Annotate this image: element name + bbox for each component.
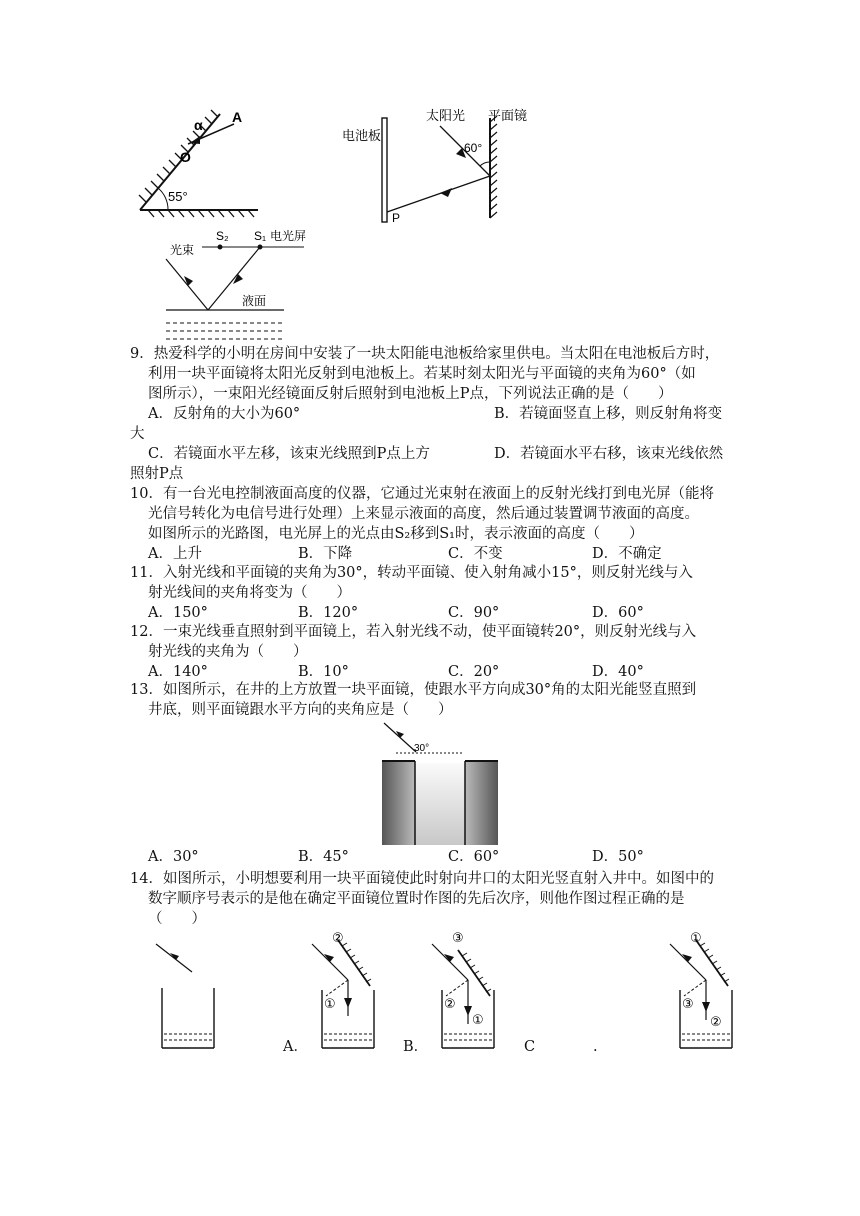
label-55-degree: 55° bbox=[168, 189, 188, 204]
q14-figure-b bbox=[428, 924, 508, 1052]
q13-text-line: 13．如图所示，在井的上方放置一块平面镜，使跟水平方向成30°角的太阳光能竖直照到 bbox=[130, 682, 697, 698]
label-light-beam: 光束 bbox=[170, 243, 195, 257]
question-10 bbox=[130, 484, 740, 564]
q9-option-d[interactable]: D．若镜面水平右移，该束光线依然 bbox=[494, 446, 724, 462]
label-battery-panel: 电池板 bbox=[342, 128, 382, 143]
q11-option-d[interactable]: D．60° bbox=[592, 605, 644, 621]
q13-option-c[interactable]: C．60° bbox=[448, 849, 500, 865]
number-2-down: ② bbox=[710, 1014, 722, 1029]
label-s2: S₂ bbox=[216, 229, 229, 243]
q9-text-line: 利用一块平面镜将太阳光反射到电池板上。若某时刻太阳光与平面镜的夹角为60°（如 bbox=[148, 366, 696, 382]
question-13-options bbox=[130, 847, 740, 867]
number-2-top: ② bbox=[332, 930, 344, 945]
q10-text-line: 光信号转化为电信号进行处理）上来显示液面的高度，然后通过装置调节液面的高度。 bbox=[148, 506, 699, 522]
q12-option-c[interactable]: C．20° bbox=[448, 664, 500, 680]
q13-option-a[interactable]: A．30° bbox=[148, 849, 199, 865]
q9-option-a[interactable]: A．反射角的大小为60° bbox=[148, 406, 301, 422]
q14-option-a-label[interactable]: A． bbox=[283, 1039, 308, 1055]
label-point-p: P bbox=[392, 211, 401, 225]
q12-text-line: 射光线的夹角为（ ） bbox=[148, 644, 308, 660]
q11-option-c[interactable]: C．90° bbox=[448, 605, 500, 621]
q14-text-line: 数字顺序号表示的是他在确定平面镜位置时作图的先后次序，则他作图过程正确的是 bbox=[148, 891, 685, 907]
question-14 bbox=[130, 869, 740, 929]
q11-option-a[interactable]: A．150° bbox=[148, 605, 208, 621]
number-3-left: ③ bbox=[682, 996, 694, 1011]
q9-text-line: 图所示），一束阳光经镜面反射后照射到电池板上P点，下列说法正确的是（ ） bbox=[148, 386, 673, 402]
q12-text-line: 12．一束光线垂直照射到平面镜上，若入射光线不动，使平面镜转20°，则反射光线与入 bbox=[130, 624, 697, 640]
label-plane-mirror: 平面镜 bbox=[488, 108, 528, 123]
q11-text-line: 射光线间的夹角将变为（ ） bbox=[148, 585, 351, 601]
q10-text-line: 10．有一台光电控制液面高度的仪器，它通过光束射在液面上的反射光线打到电光屏（能将 bbox=[130, 486, 714, 502]
label-liquid-surface: 液面 bbox=[242, 294, 267, 308]
number-1-down: ① bbox=[472, 1012, 484, 1027]
well-figure bbox=[376, 718, 506, 848]
label-o: O bbox=[180, 149, 191, 165]
q11-option-b[interactable]: B．120° bbox=[298, 605, 359, 621]
q13-option-b[interactable]: B．45° bbox=[298, 849, 349, 865]
q13-option-d[interactable]: D．50° bbox=[592, 849, 644, 865]
liquid-level-figure bbox=[158, 226, 308, 344]
q12-option-a[interactable]: A．140° bbox=[148, 664, 208, 680]
label-60-degree: 60° bbox=[464, 141, 483, 155]
q14-option-d-label[interactable]: . bbox=[593, 1039, 598, 1055]
q14-figure-d bbox=[666, 924, 746, 1052]
q10-option-d[interactable]: D．不确定 bbox=[592, 546, 662, 562]
label-screen: 电光屏 bbox=[270, 229, 307, 243]
q9-option-d-cont: 照射P点 bbox=[130, 466, 184, 482]
mirror-angle-figure bbox=[128, 100, 268, 224]
number-2-left: ② bbox=[444, 996, 456, 1011]
question-11 bbox=[130, 563, 740, 623]
q13-text-line: 井底，则平面镜跟水平方向的夹角应是（ ） bbox=[148, 702, 453, 718]
q10-option-a[interactable]: A．上升 bbox=[148, 546, 202, 562]
label-s1: S₁ bbox=[254, 229, 267, 243]
question-12 bbox=[130, 622, 740, 682]
number-1-top: ① bbox=[690, 930, 702, 945]
q10-option-c[interactable]: C．不变 bbox=[448, 546, 503, 562]
q11-text-line: 11．入射光线和平面镜的夹角为30°，转动平面镜、使入射角减小15°，则反射光线与入 bbox=[130, 565, 693, 581]
q9-text-line: 9．热爱科学的小明在房间中安装了一块太阳能电池板给家里供电。当太阳在电池板后方时， bbox=[130, 346, 720, 362]
q14-text-line: （ ） bbox=[148, 911, 206, 927]
q9-option-b[interactable]: B．若镜面竖直上移，则反射角将变 bbox=[494, 406, 723, 422]
q10-text-line: 如图所示的光路图，电光屏上的光点由S₂移到S₁时，表示液面的高度（ ） bbox=[148, 526, 644, 542]
label-alpha: α bbox=[194, 117, 203, 133]
q14-figure-a bbox=[308, 924, 388, 1052]
question-9 bbox=[130, 344, 740, 484]
q14-original-container bbox=[150, 938, 230, 1052]
label-sunlight: 太阳光 bbox=[426, 108, 466, 123]
q10-option-b[interactable]: B．下降 bbox=[298, 546, 353, 562]
question-13 bbox=[130, 680, 740, 720]
number-1-left: ① bbox=[324, 996, 336, 1011]
number-3-top: ③ bbox=[452, 930, 464, 945]
q9-option-c[interactable]: C．若镜面水平左移，该束光线照到P点上方 bbox=[148, 446, 430, 462]
q12-option-b[interactable]: B．10° bbox=[298, 664, 349, 680]
q14-option-b-label[interactable]: B． bbox=[403, 1039, 429, 1055]
q12-option-d[interactable]: D．40° bbox=[592, 664, 644, 680]
label-a: A bbox=[232, 109, 243, 125]
q9-option-b-cont: 大 bbox=[130, 426, 145, 442]
q14-option-c-label[interactable]: C bbox=[524, 1039, 536, 1055]
q14-text-line: 14．如图所示，小明想要利用一块平面镜使此时射向井口的太阳光竖直射入井中。如图中的 bbox=[130, 871, 714, 887]
solar-panel-figure bbox=[340, 104, 560, 228]
label-30-degree: 30° bbox=[414, 743, 430, 754]
q14-option-labels bbox=[0, 1037, 860, 1057]
